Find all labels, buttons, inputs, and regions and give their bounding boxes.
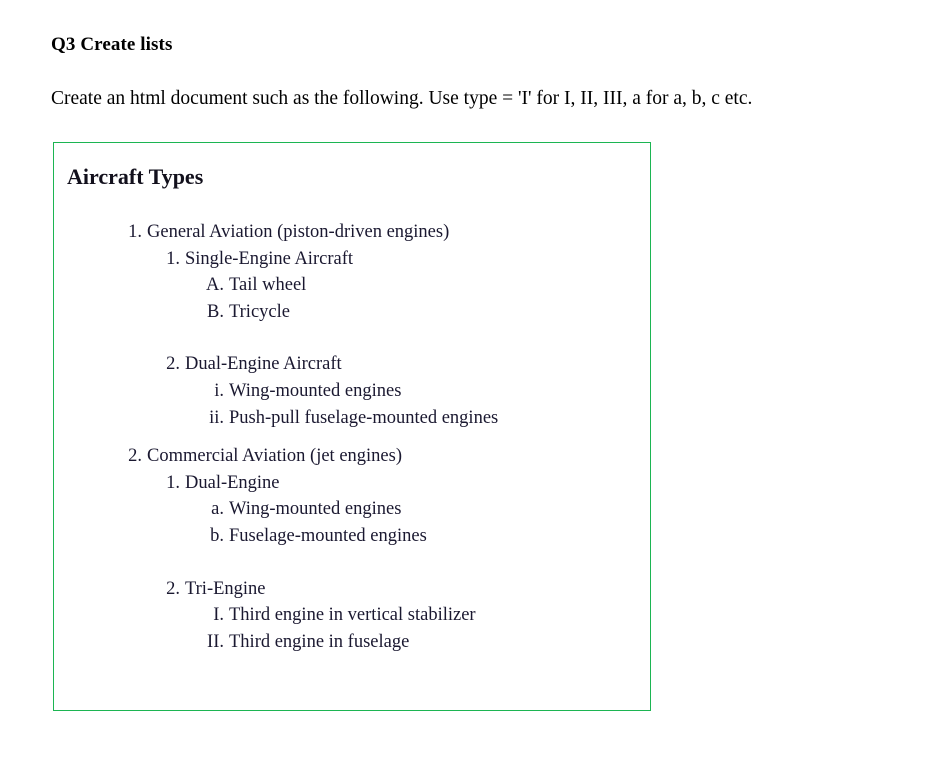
list-marker: i. (214, 380, 224, 401)
list-item-row (154, 351, 650, 378)
list-marker: 2. (128, 446, 142, 467)
list-item (116, 219, 650, 431)
list-item-row (194, 523, 650, 550)
list-item-label: Commercial Aviation (jet engines) (147, 446, 402, 467)
list-item (194, 299, 650, 326)
list-marker: b. (210, 525, 224, 546)
outline-level-3 (154, 496, 650, 549)
list-item-label: Single-Engine Aircraft (185, 248, 353, 269)
list-item-row (194, 496, 650, 523)
list-item-row (194, 299, 650, 326)
list-item-label: Dual-Engine (185, 472, 280, 493)
list-item-label: Third engine in vertical stabilizer (229, 605, 476, 626)
list-item (194, 378, 650, 405)
example-heading: Aircraft Types (67, 164, 204, 189)
outline-level-3 (154, 602, 650, 655)
list-item (116, 443, 650, 655)
list-item-label: Third engine in fuselage (229, 631, 410, 652)
outline-level-2 (116, 470, 650, 656)
list-marker: 1. (128, 222, 142, 242)
list-item (194, 405, 650, 432)
list-item-row (116, 443, 650, 470)
list-marker: B. (207, 301, 224, 322)
list-item (194, 496, 650, 523)
outline-level-3 (154, 378, 650, 431)
outline-level-1 (54, 219, 650, 655)
list-marker: 1. (166, 248, 180, 269)
list-marker: 2. (166, 354, 180, 375)
list-item-label: General Aviation (piston-driven engines) (147, 222, 450, 242)
list-item-row (154, 576, 650, 603)
list-item (194, 523, 650, 550)
list-marker: 2. (166, 578, 180, 599)
list-marker: a. (211, 499, 224, 520)
list-item (154, 246, 650, 326)
list-item (154, 576, 650, 656)
question-title: Q3 Create lists (51, 34, 173, 55)
list-item (194, 629, 650, 656)
example-output-box (53, 142, 651, 711)
list-item-row (194, 378, 650, 405)
list-item-row (194, 602, 650, 629)
list-item (194, 272, 650, 299)
list-marker: 1. (166, 472, 180, 493)
list-item-label: Dual-Engine Aircraft (185, 354, 342, 375)
outline-level-3 (154, 272, 650, 325)
list-item (194, 602, 650, 629)
list-item-row (154, 470, 650, 497)
list-item-label: Tail wheel (229, 275, 307, 296)
list-item-label: Tri-Engine (185, 578, 266, 599)
question-instruction: Create an html document such as the following. Use type = 'I' for I, II, III, a for a, b, c etc. (51, 88, 753, 109)
list-item-label: Wing-mounted engines (229, 380, 402, 401)
list-item-row (154, 246, 650, 273)
list-item-row (116, 219, 650, 246)
list-item-row (194, 405, 650, 432)
list-item (154, 351, 650, 431)
list-item-row (194, 629, 650, 656)
list-item-label: Tricycle (229, 301, 290, 322)
list-item-row (194, 272, 650, 299)
list-item-label: Fuselage-mounted engines (229, 525, 427, 546)
list-item-label: Push-pull fuselage-mounted engines (229, 407, 499, 428)
list-marker: I. (213, 605, 224, 626)
list-item-label: Wing-mounted engines (229, 499, 402, 520)
nested-list (54, 219, 650, 655)
list-marker: II. (207, 631, 224, 652)
list-marker: A. (206, 275, 224, 296)
list-item (154, 470, 650, 550)
outline-level-2 (116, 246, 650, 432)
list-marker: ii. (209, 407, 224, 428)
